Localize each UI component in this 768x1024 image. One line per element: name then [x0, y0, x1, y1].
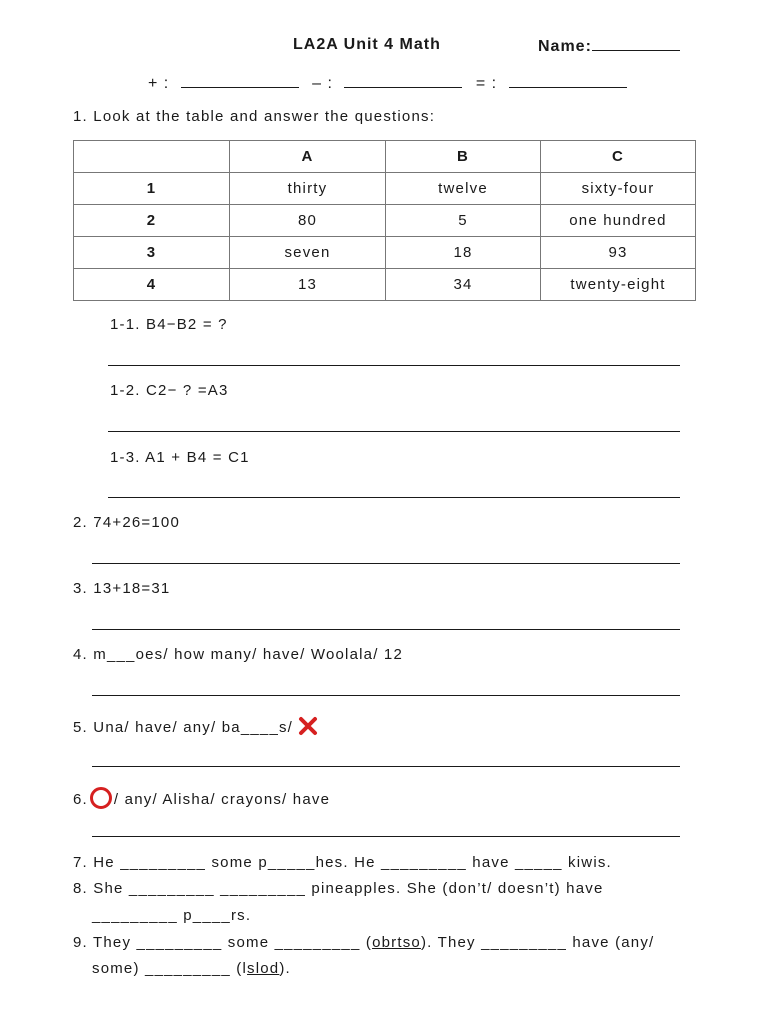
q1-3-prompt: 1-3. A1 + B4 = C1 [110, 449, 250, 466]
table-cell: one hundred [541, 205, 696, 237]
table-row [74, 205, 696, 237]
table-cell: 5 [386, 205, 541, 237]
table-header-cell [74, 141, 230, 173]
table-cell: twelve [386, 173, 541, 205]
answer-line-q1-1[interactable] [108, 365, 680, 366]
scrambled-word: obrtso [372, 934, 421, 951]
table-cell: 18 [386, 237, 541, 269]
q5-text: Una/ have/ any/ ba____s/ [93, 719, 294, 736]
table-cell: sixty-four [541, 173, 696, 205]
q9-line1-end: ). They _________ have (any/ [420, 934, 655, 951]
answer-line-q5[interactable] [92, 766, 680, 767]
red-circle-icon [90, 787, 112, 809]
table-header-cell: C [541, 141, 696, 173]
q9-line2-start: some) _________ (l [92, 960, 248, 977]
table-cell: 13 [230, 269, 386, 301]
q5-number: 5. [73, 719, 88, 736]
q9-line1 [73, 934, 654, 951]
name-field[interactable] [538, 36, 680, 56]
q7-prompt: 7. He _________ some p_____hes. He _________ have _____ kiwis. [73, 854, 612, 871]
row-label: 4 [74, 269, 230, 301]
answer-line-q6[interactable] [92, 836, 680, 837]
worksheet-title: LA2A Unit 4 Math [293, 36, 441, 53]
table-header-cell: A [230, 141, 386, 173]
q9-line1-start: 9. They _________ some _________ ( [73, 934, 373, 951]
table-header-row [74, 141, 696, 173]
q4-prompt: 4. m___oes/ how many/ have/ Woolala/ 12 [73, 646, 404, 663]
q1-2-prompt: 1-2. C2− ? =A3 [110, 382, 229, 399]
q1-1-prompt: 1-1. B4−B2 = ? [110, 316, 228, 333]
q2-prompt: 2. 74+26=100 [73, 514, 180, 531]
answer-line-q3[interactable] [92, 629, 680, 630]
q5-prompt [73, 716, 318, 736]
plus-label: + : [148, 75, 170, 92]
row-label: 1 [74, 173, 230, 205]
q9-line2 [92, 960, 291, 977]
answer-line-q2[interactable] [92, 563, 680, 564]
answer-line-q4[interactable] [92, 695, 680, 696]
q6-prompt [73, 787, 330, 809]
number-table [73, 140, 696, 301]
table-row [74, 237, 696, 269]
table-cell: twenty-eight [541, 269, 696, 301]
table-row [74, 269, 696, 301]
table-cell: 80 [230, 205, 386, 237]
name-blank[interactable] [592, 36, 680, 51]
answer-line-q1-3[interactable] [108, 497, 680, 498]
minus-label: – : [312, 75, 333, 92]
equals-label: = : [475, 75, 498, 92]
scrambled-word: slod [247, 960, 280, 977]
q8-line2: _________ p____rs. [92, 907, 252, 924]
row-label: 2 [74, 205, 230, 237]
q3-prompt: 3. 13+18=31 [73, 580, 171, 597]
q9-line2-end: ). [279, 960, 291, 977]
table-cell: thirty [230, 173, 386, 205]
q1-instruction: 1. Look at the table and answer the questions: [73, 108, 436, 125]
symbol-legend [148, 73, 627, 93]
table-cell: 93 [541, 237, 696, 269]
minus-blank[interactable] [344, 73, 462, 88]
plus-blank[interactable] [181, 73, 299, 88]
row-label: 3 [74, 237, 230, 269]
table-header-cell: B [386, 141, 541, 173]
red-x-icon [298, 716, 318, 736]
q6-number: 6. [73, 791, 88, 808]
table-row [74, 173, 696, 205]
equals-blank[interactable] [509, 73, 627, 88]
table-cell: 34 [386, 269, 541, 301]
q6-text: / any/ Alisha/ crayons/ have [113, 791, 331, 808]
q8-line1: 8. She _________ _________ pineapples. She (don’t/ doesn’t) have [73, 880, 604, 897]
answer-line-q1-2[interactable] [108, 431, 680, 432]
name-label: Name: [538, 38, 592, 55]
table-cell: seven [230, 237, 386, 269]
